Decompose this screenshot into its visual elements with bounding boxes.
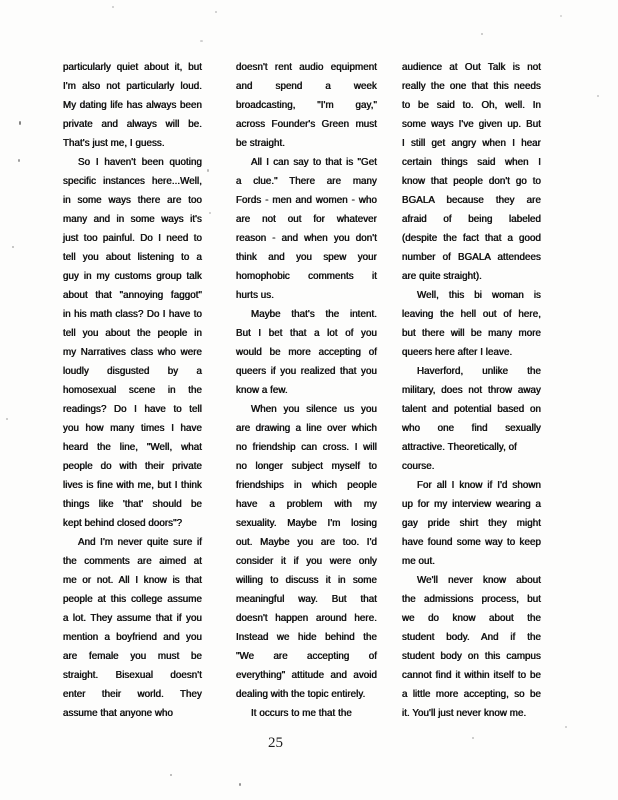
scan-speck (597, 95, 599, 97)
text-line: about that "annoying faggot" (63, 290, 202, 301)
text-line: course. (402, 461, 435, 472)
text-line: I'm also not particularly loud. (63, 81, 202, 92)
text-line: know that people don't go to (402, 176, 541, 187)
page-number: 25 (268, 735, 283, 751)
text-line: up for my interview wearing a (402, 499, 541, 510)
text-line: number of BGALA attendees (402, 252, 541, 263)
text-line: Fords - men and women - who (236, 195, 377, 206)
text-line: homosexual scene in the (63, 385, 202, 396)
text-line: queers here after I leave. (402, 347, 513, 358)
text-line: the comments are aimed at (63, 556, 202, 567)
text-line: willing to discuss it in some (236, 575, 377, 586)
text-line: to be said to. Oh, well. In (402, 100, 541, 111)
text-line: have a problem with my (236, 499, 377, 510)
text-line: a clue." There are many (236, 176, 377, 187)
text-line: are drawing a line over which (236, 423, 377, 434)
text-line: kept behind closed doors"? (63, 518, 183, 529)
text-line: some ways I've given up. But (402, 119, 541, 130)
text-line: reason - and when you don't (236, 233, 377, 244)
text-line: people at this college assume (63, 594, 202, 605)
text-line: certain things said when I (402, 157, 541, 168)
text-line: broadcasting, "I'm gay," (236, 100, 377, 111)
text-line: I still get angry when I hear (402, 138, 541, 149)
text-line: are quite straight). (402, 271, 482, 282)
text-line: particularly quiet about it, but (63, 62, 202, 73)
text-line: BGALA because they are (402, 195, 541, 206)
text-line: enter their world. They (63, 689, 202, 700)
text-line: you how many times I have (63, 423, 202, 434)
text-line: Instead we hide behind the (236, 632, 377, 643)
scan-speck (565, 726, 567, 728)
text-line: are female you must be (63, 651, 202, 662)
text-line: everything" attitude and avoid (236, 670, 377, 681)
text-line: mention a boyfriend and you (63, 632, 202, 643)
text-line: across Founder's Green must (236, 119, 377, 130)
text-line: homophobic comments it (236, 271, 377, 282)
text-line: no longer subject myself to (236, 461, 377, 472)
text-line: be straight. (236, 138, 286, 149)
scan-speck (6, 418, 8, 420)
text-line: it. You'll just never know me. (402, 708, 527, 719)
scan-speck (560, 15, 562, 17)
scan-speck (209, 212, 211, 214)
scan-speck (200, 40, 203, 42)
text-line: friendships in which people (236, 480, 377, 491)
scan-speck (481, 33, 483, 35)
text-line: but there will be many more (402, 328, 541, 339)
text-line: Well, this bi woman is (417, 290, 541, 301)
text-line: It occurs to me that the (251, 708, 352, 719)
text-line: leaving the hell out of here, (402, 309, 541, 320)
text-line: guy in my customs group talk (63, 271, 202, 282)
text-line: consider it if you were only (236, 556, 377, 567)
text-line: the admissions process, but (402, 594, 541, 605)
text-line: Maybe that's the intent. (251, 309, 377, 320)
text-line: queers if you realized that you (236, 366, 377, 377)
text-line: private and always will be. (63, 119, 202, 130)
scan-speck (207, 169, 209, 172)
text-line: For all I know if I'd shown (417, 480, 541, 491)
scan-speck (18, 159, 20, 162)
text-line: straight. Bisexual doesn't (63, 670, 202, 681)
text-line: in his math class? Do I have to (63, 309, 202, 320)
text-column-left (63, 58, 202, 723)
scan-speck (472, 737, 474, 739)
text-line: So I haven't been quoting (78, 157, 202, 168)
scan-speck (215, 11, 217, 13)
text-line: who one find sexually (402, 423, 541, 434)
text-line: afraid of being labeled (402, 214, 541, 225)
text-line: heard the line, "Well, what (63, 442, 202, 453)
text-line: military, does not throw away (402, 385, 541, 396)
text-line: out. Maybe you are too. I'd (236, 537, 377, 548)
text-column-middle (236, 58, 377, 723)
text-line: in some ways there are too (63, 195, 202, 206)
text-line: things like 'that' should be (63, 499, 202, 510)
text-line: Haverford, unlike the (417, 366, 541, 377)
text-line: tell you about listening to a (63, 252, 202, 263)
text-line: tell you about the people in (63, 328, 202, 339)
text-column-right (402, 58, 541, 723)
text-line: me or not. All I know is that (63, 575, 202, 586)
scan-speck (19, 121, 21, 125)
text-line: student body. And if the (402, 632, 541, 643)
text-line: people do with their private (63, 461, 202, 472)
scan-speck (170, 774, 172, 776)
text-line: assume that anyone who (63, 708, 174, 719)
text-line: gay pride shirt they might (402, 518, 541, 529)
text-line: talent and potential based on (402, 404, 541, 415)
text-line: really the one that this needs (402, 81, 541, 92)
text-line: would be more accepting of (236, 347, 377, 358)
text-line: dealing with the topic entirely. (236, 689, 366, 700)
text-line: a lot. They assume that if you (63, 613, 202, 624)
text-line: That's just me, I guess. (63, 138, 165, 149)
text-line: readings? Do I have to tell (63, 404, 202, 415)
text-line: are not out for whatever (236, 214, 377, 225)
text-line: doesn't rent audio equipment (236, 62, 377, 73)
scan-speck (239, 783, 241, 786)
text-line: student body on this campus (402, 651, 541, 662)
text-line: attractive. Theoretically, of (402, 442, 517, 453)
text-line: All I can say to that is "Get (251, 157, 377, 168)
text-line: doesn't happen around here. (236, 613, 377, 624)
text-line: "We are accepting of (236, 651, 377, 662)
text-line: and spend a week (236, 81, 377, 92)
text-line: we do know about the (402, 613, 541, 624)
text-line: just too painful. Do I need to (63, 233, 202, 244)
text-line: meaningful way. But that (236, 594, 377, 605)
text-line: (despite the fact that a good (402, 233, 541, 244)
text-line: loudly disgusted by a (63, 366, 202, 377)
text-line: me out. (402, 556, 436, 567)
text-line: a little more accepting, so be (402, 689, 541, 700)
text-line: my Narratives class who were (63, 347, 202, 358)
scan-speck (12, 246, 14, 248)
text-line: no friendship can cross. I will (236, 442, 377, 453)
text-line: My dating life has always been (63, 100, 202, 111)
scan-speck (112, 6, 114, 8)
text-line: We'll never know about (417, 575, 541, 586)
text-line: hurts us. (236, 290, 275, 301)
text-line: And I'm never quite sure if (78, 537, 202, 548)
text-line: think and you spew your (236, 252, 377, 263)
text-line: When you silence us you (251, 404, 377, 415)
text-line: cannot find it within itself to be (402, 670, 541, 681)
text-line: know a few. (236, 385, 288, 396)
text-line: audience at Out Talk is not (402, 62, 541, 73)
text-line: lives is fine with me, but I think (63, 480, 202, 491)
text-line: But I bet that a lot of you (236, 328, 377, 339)
text-line: sexuality. Maybe I'm losing (236, 518, 377, 529)
text-line: many and in some ways it's (63, 214, 202, 225)
text-line: specific instances here...Well, (63, 176, 202, 187)
text-line: have found some way to keep (402, 537, 541, 548)
